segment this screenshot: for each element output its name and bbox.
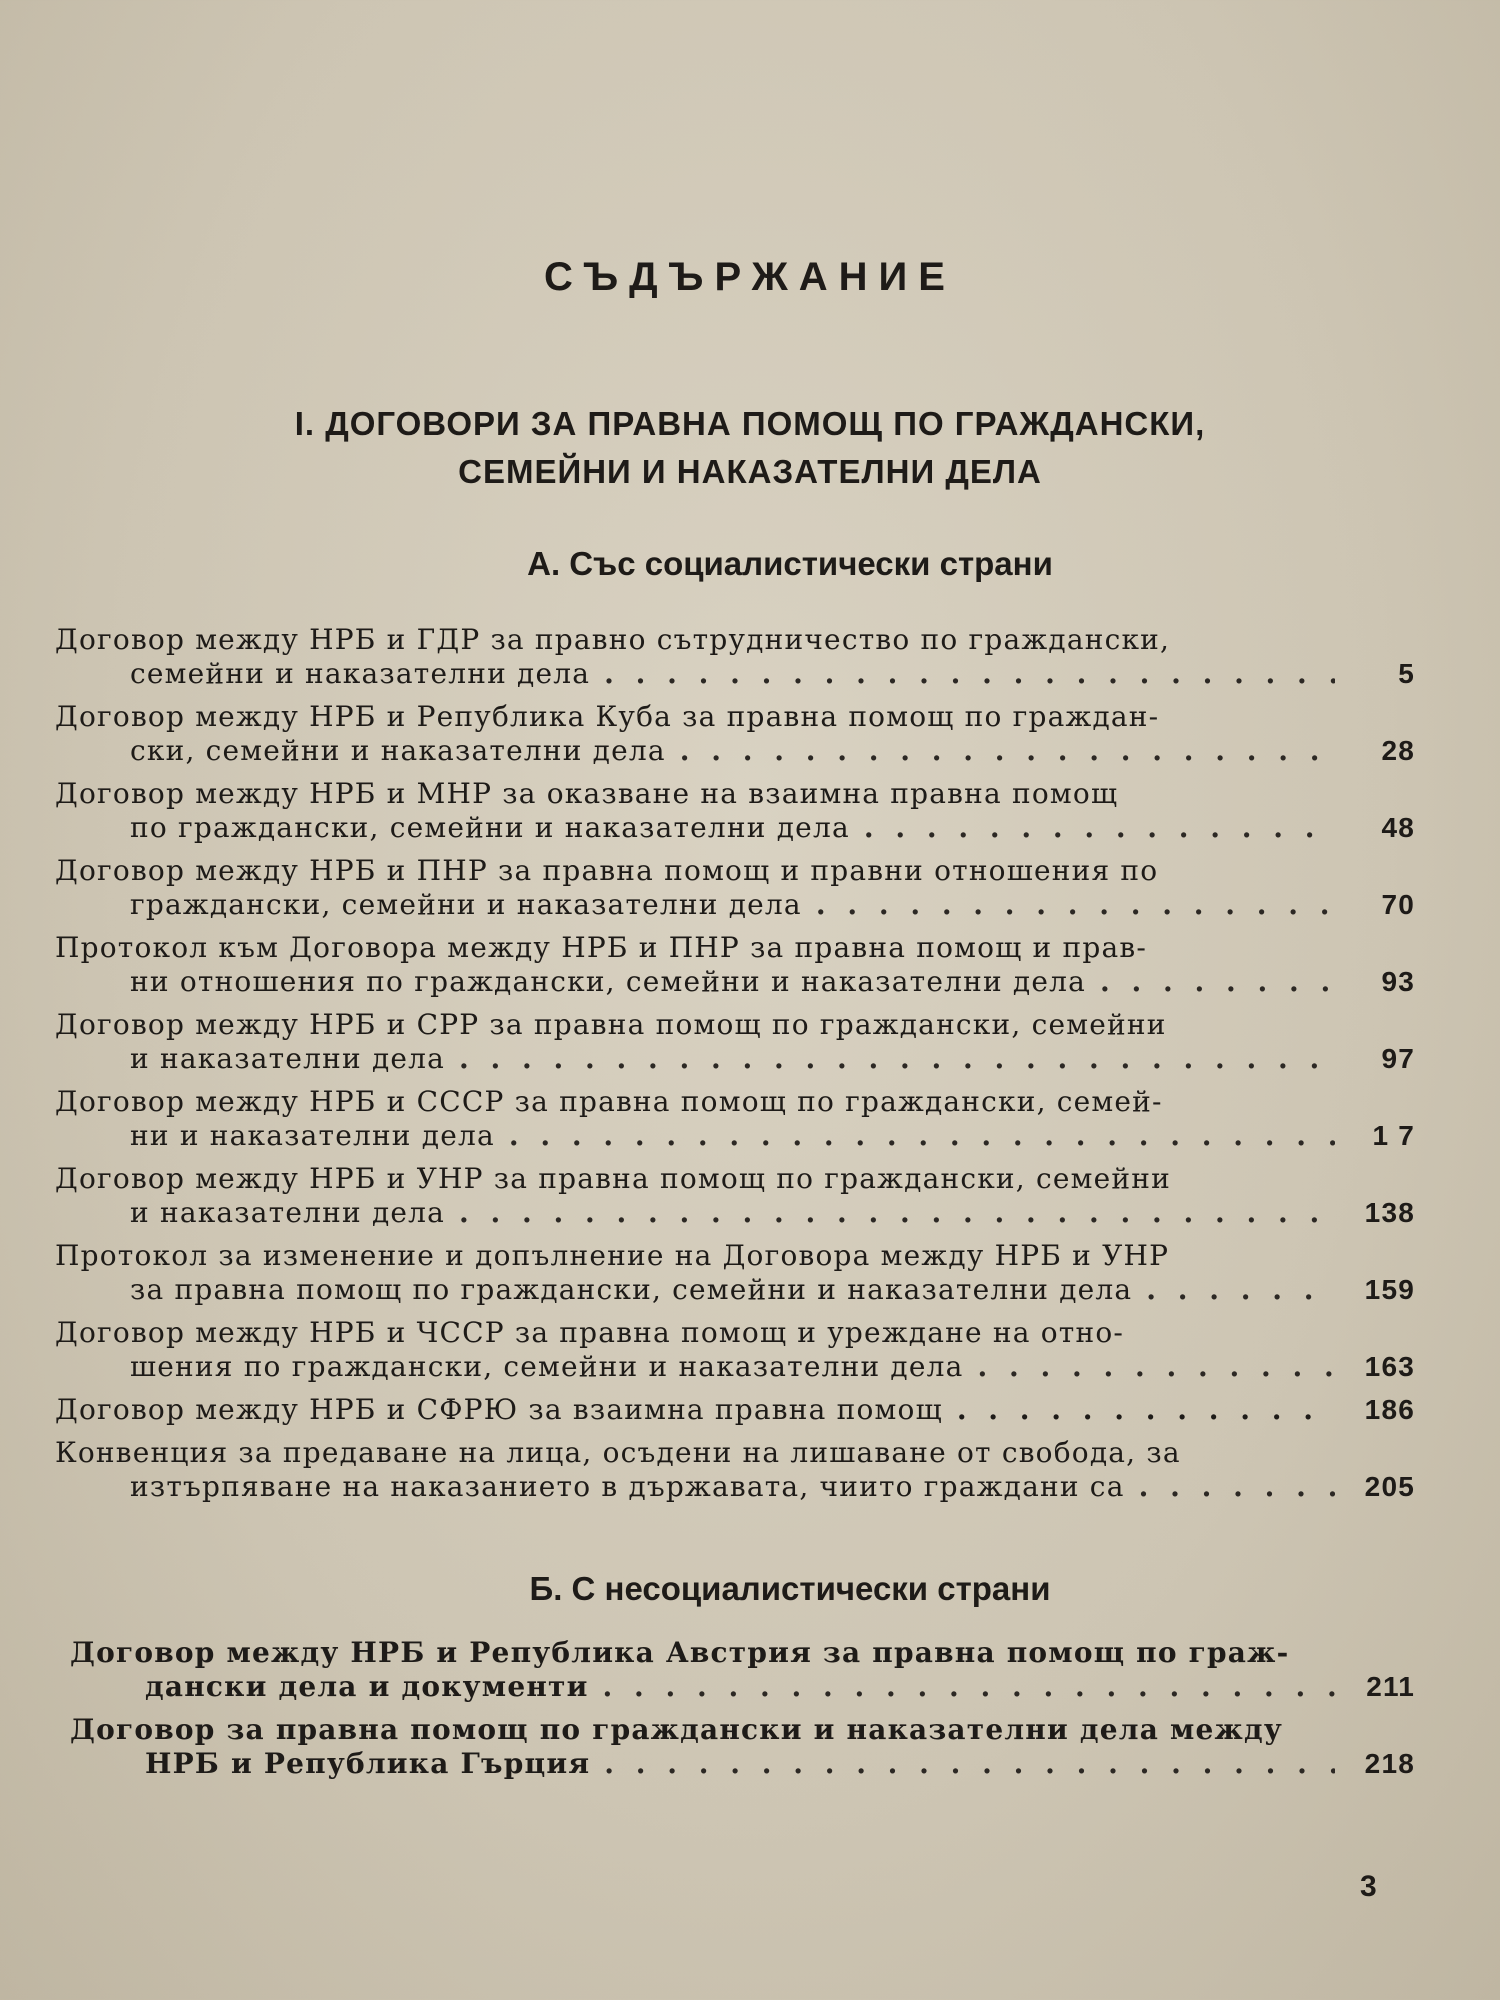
page-title: СЪДЪРЖАНИЕ (544, 255, 956, 299)
entry-line2: ски, семейни и наказателни дела (130, 734, 666, 767)
entry-page: 48 (1381, 812, 1415, 843)
toc-entry (55, 1162, 1415, 1230)
entry-page: 186 (1364, 1394, 1415, 1425)
dot-leader (604, 657, 1335, 691)
entry-line1: Конвенция за предаване на лица, осъдени на лишаване от свобода, за (55, 1436, 1181, 1469)
entry-page: 218 (1364, 1748, 1415, 1779)
entry-line1: Договор между НРБ и СССР за правна помощ по граждански, семей- (55, 1085, 1163, 1118)
entry-line1: Договор между НРБ и ГДР за правно сътрудничество по граждански, (55, 623, 1171, 656)
entry-page: 93 (1381, 966, 1415, 997)
part-heading-line2: СЕМЕЙНИ И НАКАЗАТЕЛНИ ДЕЛА (458, 453, 1042, 490)
dot-leader (864, 811, 1335, 845)
toc-entry (55, 700, 1415, 768)
page-number: 3 (1360, 1870, 1377, 1903)
entry-page: 5 (1398, 658, 1415, 689)
section-a-heading: А. Със социалистически страни (527, 545, 1053, 582)
toc-entry (55, 854, 1415, 922)
toc-entry (70, 1713, 1415, 1781)
entry-line2: за правна помощ по граждански, семейни и наказателни дела (130, 1273, 1133, 1306)
part-heading (200, 400, 1300, 496)
entry-line2: граждански, семейни и наказателни дела (130, 888, 802, 921)
entry-line2: шения по граждански, семейни и наказателни дела (130, 1350, 964, 1383)
entry-line1: Протокол за изменение и допълнение на Договора между НРБ и УНР (55, 1239, 1170, 1272)
section-b-entries (70, 1636, 1415, 1790)
toc-entry (55, 1393, 1415, 1427)
dot-leader (957, 1393, 1335, 1427)
toc-entry (55, 1316, 1415, 1384)
dot-leader (459, 1042, 1335, 1076)
entry-line2: семейни и наказателни дела (130, 657, 591, 690)
toc-entry (70, 1636, 1415, 1704)
dot-leader (1139, 1470, 1335, 1504)
entry-line2: и наказателни дела (130, 1196, 446, 1229)
entry-page: 159 (1364, 1274, 1415, 1305)
entry-line1: Договор между НРБ и МНР за оказване на взаимна правна помощ (55, 777, 1119, 810)
section-b-heading: Б. С несоциалистически страни (529, 1570, 1051, 1607)
entry-line2: изтърпяване на наказанието в държавата, чиито граждани са (130, 1470, 1125, 1503)
dot-leader (509, 1119, 1335, 1153)
entry-line2: ни отношения по граждански, семейни и наказателни дела (130, 965, 1087, 998)
entry-page: 163 (1364, 1351, 1415, 1382)
entry-line1: Договор между НРБ и СРР за правна помощ по граждански, семейни (55, 1008, 1167, 1041)
part-heading-line1: I. ДОГОВОРИ ЗА ПРАВНА ПОМОЩ ПО ГРАЖДАНСКИ, (294, 405, 1206, 442)
entry-line1: Протокол към Договора между НРБ и ПНР за правна помощ и прав- (55, 931, 1147, 964)
dot-leader (1146, 1273, 1335, 1307)
toc-entry (55, 777, 1415, 845)
entry-line1: Договор за правна помощ по граждански и наказателни дела между (70, 1713, 1283, 1746)
toc-entry (55, 931, 1415, 999)
entry-page: 1 7 (1372, 1120, 1415, 1151)
dot-leader (978, 1350, 1335, 1384)
toc-entry (55, 1008, 1415, 1076)
dot-leader (1100, 965, 1335, 999)
entry-line2: ни и наказателни дела (130, 1119, 495, 1152)
entry-line1: Договор между НРБ и УНР за правна помощ по граждански, семейни (55, 1162, 1171, 1195)
entry-line1: Договор между НРБ и Република Австрия за правна помощ по граж- (70, 1636, 1290, 1669)
entry-page: 205 (1364, 1471, 1415, 1502)
entry-line1: Договор между НРБ и СФРЮ за взаимна правна помощ (55, 1393, 943, 1426)
toc-entry (55, 623, 1415, 691)
entry-line2: НРБ и Република Гърция (145, 1747, 591, 1780)
entry-page: 28 (1381, 735, 1415, 766)
entry-line2: и наказателни дела (130, 1042, 446, 1075)
dot-leader (604, 1747, 1335, 1781)
entry-page: 70 (1381, 889, 1415, 920)
toc-entry (55, 1436, 1415, 1504)
entry-line2: дански дела и документи (145, 1670, 589, 1703)
entry-line1: Договор между НРБ и ПНР за правна помощ и правни отношения по (55, 854, 1159, 887)
entry-line1: Договор между НРБ и ЧССР за правна помощ и уреждане на отно- (55, 1316, 1125, 1349)
toc-entry (55, 1239, 1415, 1307)
entry-line1: Договор между НРБ и Република Куба за правна помощ по граждан- (55, 700, 1160, 733)
section-a-entries (55, 623, 1415, 1513)
entry-line2: по граждански, семейни и наказателни дела (130, 811, 850, 844)
dot-leader (816, 888, 1335, 922)
dot-leader (603, 1670, 1335, 1704)
dot-leader (459, 1196, 1335, 1230)
dot-leader (680, 734, 1335, 768)
entry-page: 138 (1364, 1197, 1415, 1228)
toc-entry (55, 1085, 1415, 1153)
entry-page: 97 (1381, 1043, 1415, 1074)
entry-page: 211 (1366, 1671, 1415, 1702)
